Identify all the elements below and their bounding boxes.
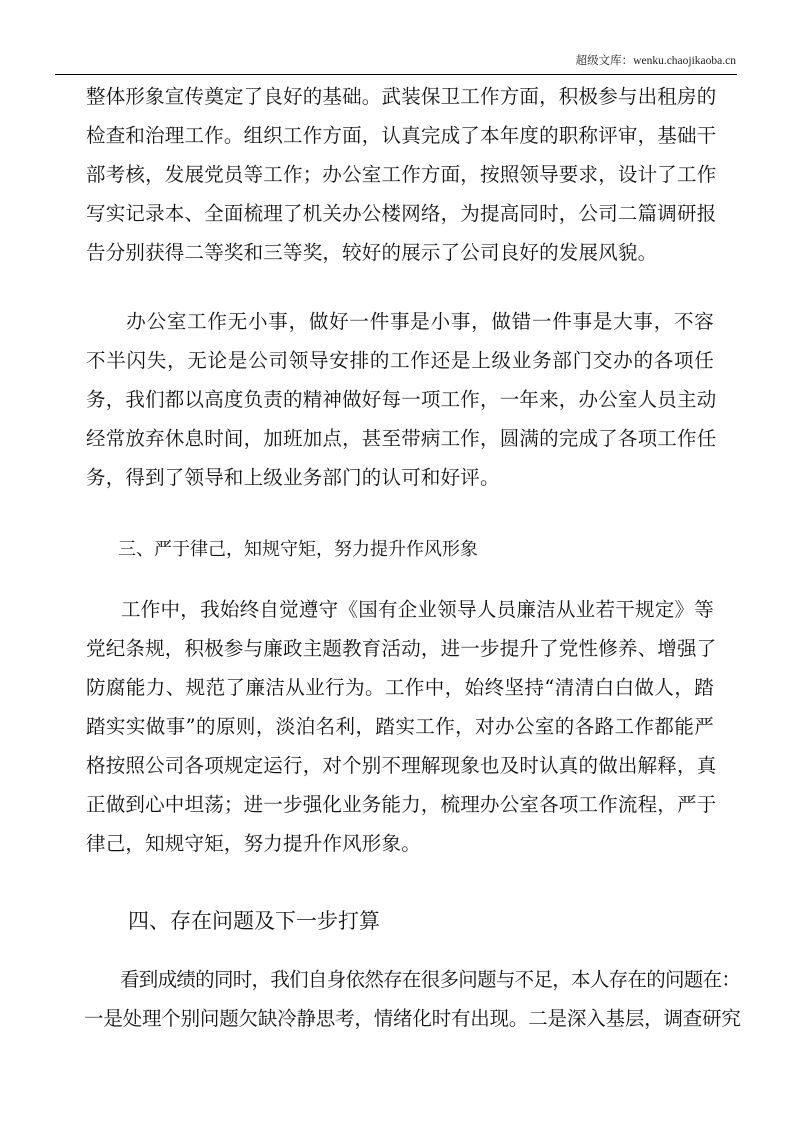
text-line: 务，我们都以高度负责的精神做好每一项工作，一年来，办公室人员主动	[86, 388, 717, 411]
text-line: 经常放弃休息时间，加班加点，甚至带病工作，圆满的完成了各项工作任	[86, 427, 717, 450]
text-line: 检查和治理工作。组织工作方面，认真完成了本年度的职称评审，基础干	[86, 124, 717, 147]
section-heading-4: 四、存在问题及下一步打算	[128, 909, 380, 933]
text-line: 防腐能力、规范了廉洁从业行为。工作中，始终坚持“清清白白做人，踏	[86, 676, 714, 699]
text-line: 看到成绩的同时，我们自身依然存在很多问题与不足，本人存在的问题在：	[120, 968, 740, 991]
text-line: 格按照公司各项规定运行，对个别不理解现象也及时认真的做出解释，真	[86, 754, 717, 777]
text-line: 党纪条规，积极参与廉政主题教育活动，进一步提升了党性修养、增强了	[86, 637, 717, 660]
text-line: 一是处理个别问题欠缺冷静思考，情绪化时有出现。二是深入基层，调查研究	[84, 1007, 740, 1030]
text-line: 正做到心中坦荡；进一步强化业务能力，梳理办公室各项工作流程，严于	[86, 793, 717, 816]
text-line: 务，得到了领导和上级业务部门的认可和好评。	[86, 466, 500, 489]
text-line: 不半闪失，无论是公司领导安排的工作还是上级业务部门交办的各项任	[86, 349, 714, 372]
text-line: 办公室工作无小事，做好一件事是小事，做错一件事是大事，不容	[106, 310, 714, 333]
header-site-label: 超级文库：wenku.chaojikaoba.cn	[575, 55, 736, 67]
header-divider	[55, 74, 737, 75]
section-heading-3: 三、严于律己，知规守矩，努力提升作风形象	[118, 539, 478, 560]
text-line: 部考核，发展党员等工作；办公室工作方面，按照领导要求，设计了工作	[86, 163, 717, 186]
text-line: 律己，知规守矩，努力提升作风形象。	[86, 832, 421, 855]
text-line: 踏实实做事”的原则，淡泊名利，踏实工作，对办公室的各路工作都能严	[86, 715, 714, 738]
text-line: 告分别获得二等奖和三等奖，较好的展示了公司良好的发展风貌。	[86, 241, 658, 264]
text-line: 写实记录本、全面梳理了机关办公楼网络，为提高同时，公司二篇调研报	[86, 202, 717, 225]
text-line: 整体形象宣传奠定了良好的基础。武装保卫工作方面，积极参与出租房的	[86, 85, 717, 108]
text-line: 工作中，我始终自觉遵守《国有企业领导人员廉洁从业若干规定》等	[121, 598, 714, 621]
